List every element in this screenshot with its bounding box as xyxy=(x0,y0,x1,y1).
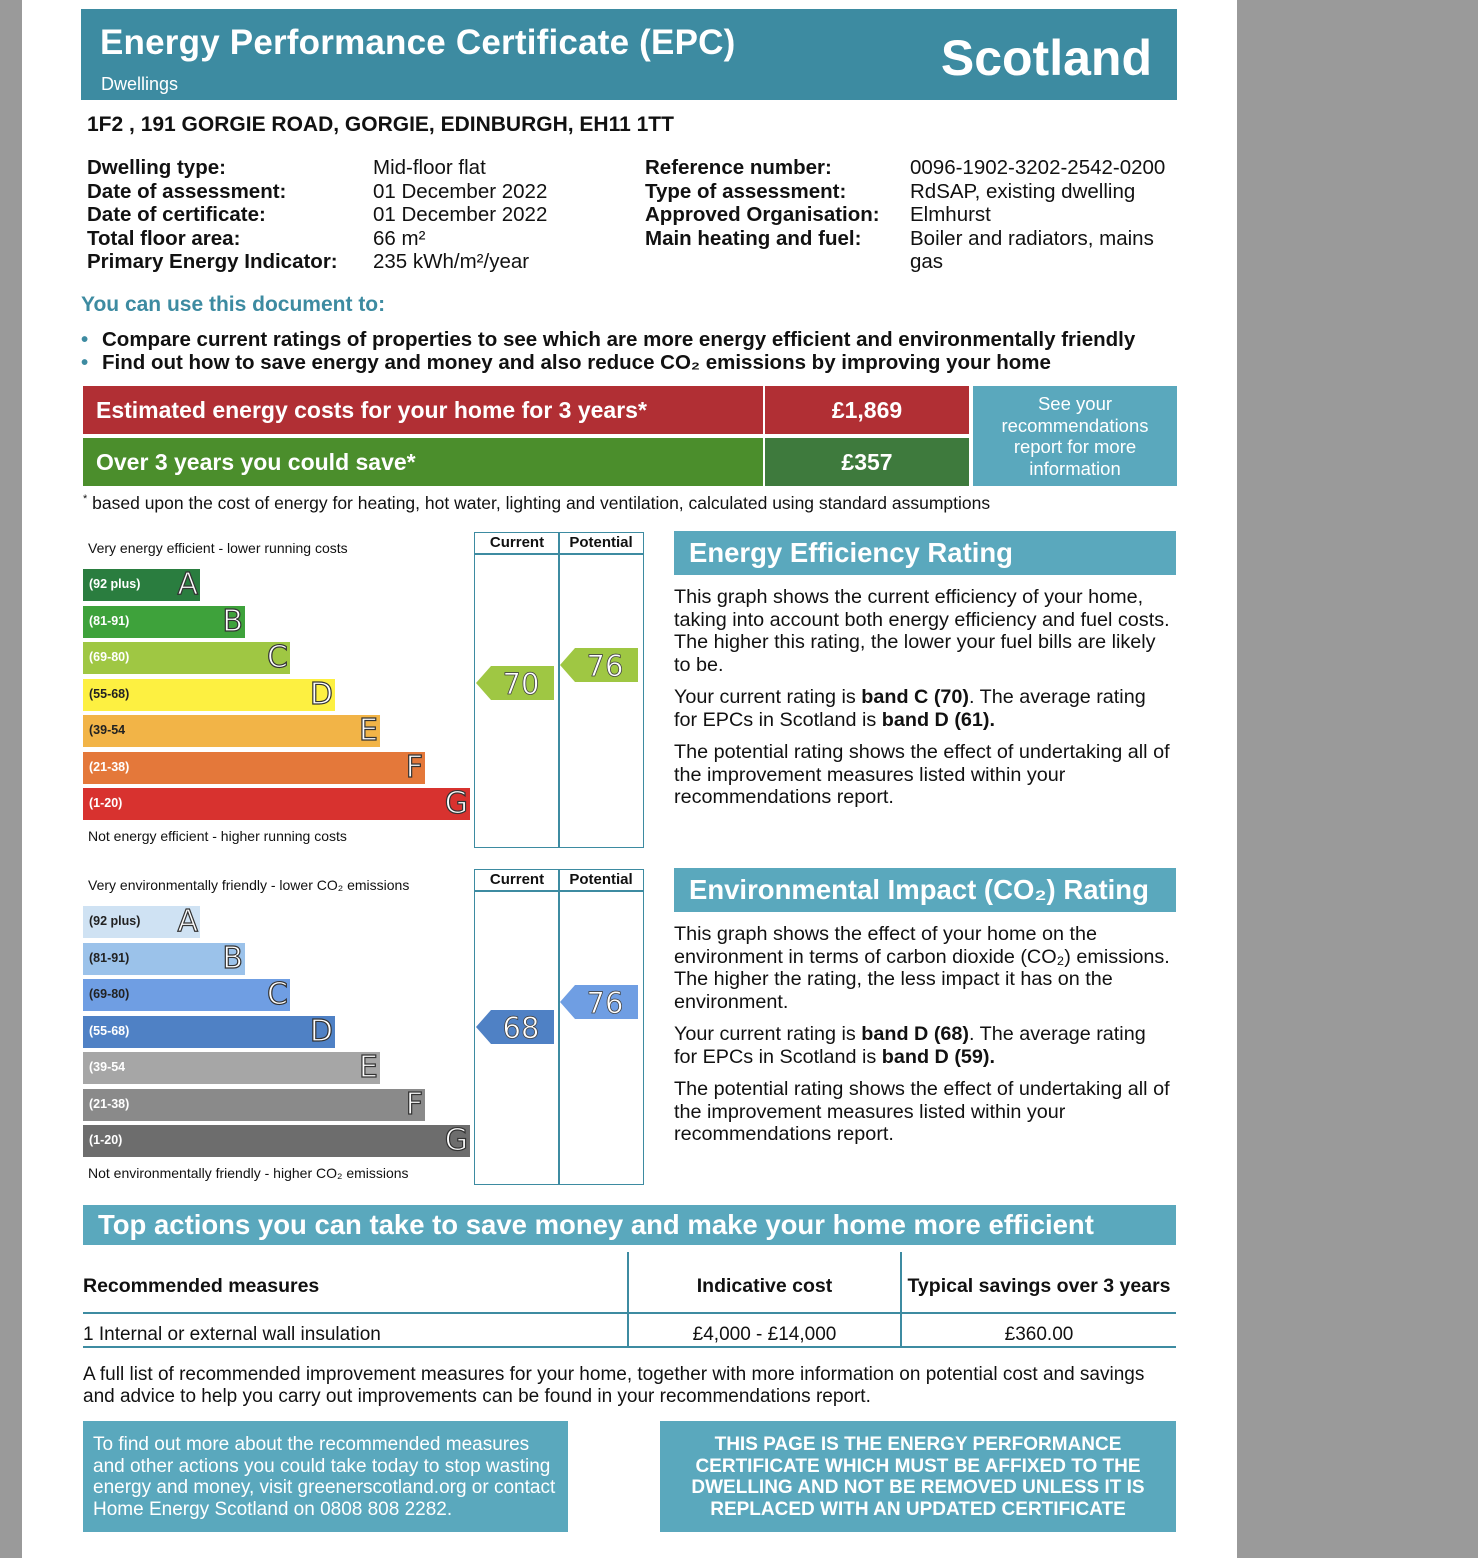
eer-paragraph-2 xyxy=(674,686,1174,731)
bullet-item: • Compare current ratings of properties to see which are more energy efficient and environmentally friendly xyxy=(81,329,1135,352)
band-range: (21-38) xyxy=(89,1096,130,1111)
rating-band-e xyxy=(83,715,380,747)
full-list-text: A full list of recommended improvement measures for your home, together with more information on potential cost and savings and advice to help you carry out improvements can be found in your recommendations report. xyxy=(83,1364,1145,1407)
band-range: (81-91) xyxy=(89,613,130,628)
band-letter: G xyxy=(444,1123,468,1158)
certificate-page xyxy=(22,0,1237,1558)
property-address: 1F2 , 191 GORGIE ROAD, GORGIE, EDINBURGH, EH11 1TT xyxy=(87,113,674,136)
footnote-marker: * xyxy=(83,493,88,506)
table-header-savings: Typical savings over 3 years xyxy=(907,1275,1171,1297)
top-actions-title: Top actions you can take to save money and make your home more efficient xyxy=(83,1205,1176,1245)
detail-label: Reference number: xyxy=(645,156,832,179)
eir-average-band: band D (59). xyxy=(881,1045,995,1068)
band-letter: G xyxy=(444,786,468,821)
rating-band-e xyxy=(83,1052,380,1084)
band-letter: A xyxy=(177,904,198,939)
chart-top-label: Very environmentally friendly - lower CO₂ emissions xyxy=(88,877,410,893)
environmental-impact-title: Environmental Impact (CO₂) Rating xyxy=(674,868,1176,912)
table-row-rule xyxy=(83,1346,1176,1348)
region-label: Scotland xyxy=(940,30,1152,86)
current-rating-arrow-value: 68 xyxy=(502,1010,540,1044)
potential-rating-arrow-value: 76 xyxy=(586,649,624,683)
band-range: (92 plus) xyxy=(89,914,141,928)
band-range: (55-68) xyxy=(89,686,130,701)
band-range: (55-68) xyxy=(89,1023,130,1038)
detail-value: 01 December 2022 xyxy=(373,203,548,226)
eir-paragraph-2 xyxy=(674,1023,1174,1068)
use-document-title: You can use this document to: xyxy=(81,293,386,316)
band-letter: C xyxy=(267,977,288,1012)
current-rating-arrow xyxy=(476,1010,556,1044)
column-header-potential: Potential xyxy=(569,871,633,888)
eer-paragraph-1: This graph shows the current efficiency of your home, taking into account both energy efficiency and fuel costs. The higher this rating, the lower your fuel bills are likely to be. xyxy=(674,586,1170,676)
potential-rating-arrow xyxy=(560,985,640,1019)
column-header-potential: Potential xyxy=(569,534,633,551)
bullet-item: • Find out how to save energy and money and also reduce CO₂ emissions by improving your home xyxy=(81,352,1135,375)
rating-band-b xyxy=(83,940,245,976)
estimated-cost-value: £1,869 xyxy=(765,386,969,434)
detail-label: Total floor area: xyxy=(87,226,241,250)
rating-band-d xyxy=(83,1013,335,1049)
rating-band-f xyxy=(83,1086,425,1122)
energy-efficiency-text xyxy=(674,586,1174,819)
potential-column xyxy=(558,532,644,848)
find-out-more-box: To find out more about the recommended measures and other actions you could take today to stop wasting energy and money, visit greenerscotland.org or contact Home Energy Scotland on 0808 808 2282. xyxy=(83,1421,568,1532)
column-header-rule xyxy=(474,890,644,892)
band-letter: E xyxy=(359,1050,378,1085)
detail-value: RdSAP, existing dwelling xyxy=(910,179,1136,203)
detail-value: Mid-floor flat xyxy=(373,156,486,179)
detail-label: Main heating and fuel: xyxy=(645,226,862,250)
detail-label: Approved Organisation: xyxy=(645,203,880,226)
band-letter: D xyxy=(309,1013,333,1049)
rating-band-g xyxy=(83,788,470,820)
band-range: (39-54 xyxy=(89,723,126,737)
eir-paragraph-3: The potential rating shows the effect of undertaking all of the improvement measures listed within your recommendations report. xyxy=(674,1078,1170,1145)
cost-footnote xyxy=(83,493,990,514)
see-recommendations-text: See your recommendations report for more information xyxy=(1001,393,1149,479)
detail-value: 0096-1902-3202-2542-0200 xyxy=(910,156,1166,179)
measure-cell: 1 Internal or external wall insulation xyxy=(83,1324,381,1345)
table-header-rule xyxy=(83,1312,1176,1314)
certificate-title: Energy Performance Certificate (EPC) xyxy=(100,23,736,62)
footnote-text: based upon the cost of energy for heating, hot water, lighting and ventilation, calculated using standard assumptions xyxy=(92,493,991,513)
rating-band-d xyxy=(83,676,335,712)
environmental-impact-text xyxy=(674,923,1174,1156)
table-header-measures: Recommended measures xyxy=(83,1275,320,1297)
affix-notice-text: THIS PAGE IS THE ENERGY PERFORMANCE CERTIFICATE WHICH MUST BE AFFIXED TO THE DWELLING AND NOT BE REMOVED UNLESS IT IS REPLACED WITH AN UPDATED CERTIFICATE xyxy=(691,1434,1145,1520)
current-rating-arrow-value: 70 xyxy=(502,667,540,701)
detail-label: Date of assessment: xyxy=(87,179,287,203)
detail-value: Elmhurst xyxy=(910,203,991,226)
band-range: (21-38) xyxy=(89,759,130,774)
rating-band-a xyxy=(83,569,200,601)
savings-label: Over 3 years you could save* xyxy=(83,438,763,486)
eir-current-band: band D (68) xyxy=(861,1023,970,1045)
rating-band-c xyxy=(83,979,290,1011)
band-range: (1-20) xyxy=(89,1133,123,1147)
certificate-subtitle: Dwellings xyxy=(101,74,179,94)
detail-value: 235 kWh/m²/year xyxy=(373,250,530,273)
savings-value: £357 xyxy=(765,438,969,486)
eir-text: . The average rating for EPCs in Scotland is xyxy=(674,1023,1146,1068)
savings-row xyxy=(22,438,972,486)
band-range: (39-54 xyxy=(89,1060,126,1074)
rating-band-f xyxy=(83,749,425,785)
estimated-cost-row xyxy=(22,386,972,434)
rating-band-g xyxy=(83,1125,470,1157)
band-range: (69-80) xyxy=(89,987,130,1001)
see-recommendations-box xyxy=(973,386,1177,486)
column-header-rule xyxy=(474,553,644,555)
current-rating-arrow xyxy=(476,666,556,700)
rating-band-c xyxy=(83,642,290,674)
savings-cell: £360.00 xyxy=(1004,1324,1074,1345)
potential-column xyxy=(558,869,644,1185)
detail-value: 66 m² xyxy=(373,226,426,250)
chart-top-label: Very energy efficient - lower running costs xyxy=(88,540,348,556)
detail-label: Primary Energy Indicator: xyxy=(87,250,338,273)
eir-text: Your current rating is xyxy=(674,1023,862,1045)
band-letter: A xyxy=(177,567,198,602)
estimated-cost-label: Estimated energy costs for your home for 3 years* xyxy=(83,386,763,434)
eer-text: Your current rating is xyxy=(674,686,862,708)
detail-label: Type of assessment: xyxy=(645,179,847,203)
affix-notice-box xyxy=(660,1421,1176,1532)
detail-value: 01 December 2022 xyxy=(373,179,548,203)
table-header-cost: Indicative cost xyxy=(696,1275,833,1297)
use-document-bullets xyxy=(81,329,1135,374)
chart-bottom-label: Not energy efficient - higher running costs xyxy=(88,828,347,844)
potential-rating-arrow-value: 76 xyxy=(586,986,624,1020)
energy-efficiency-title: Energy Efficiency Rating xyxy=(674,531,1176,575)
eer-average-band: band D (61). xyxy=(881,708,995,731)
detail-label: Date of certificate: xyxy=(87,203,266,226)
column-header-current: Current xyxy=(489,871,545,888)
band-range: (92 plus) xyxy=(89,577,141,591)
cost-cell: £4,000 - £14,000 xyxy=(692,1324,837,1345)
eer-paragraph-3: The potential rating shows the effect of undertaking all of the improvement measures listed within your recommendations report. xyxy=(674,741,1170,808)
eer-text: . The average rating for EPCs in Scotland is xyxy=(674,686,1146,731)
band-letter: F xyxy=(405,749,423,785)
eir-paragraph-1: This graph shows the effect of your home on the environment in terms of carbon dioxide (CO₂) emissions. The higher the rating, the less impact it has on the environment. xyxy=(674,923,1170,1013)
band-range: (69-80) xyxy=(89,650,130,664)
band-letter: D xyxy=(309,676,333,712)
band-letter: E xyxy=(359,713,378,748)
detail-value: Boiler and radiators, mains gas xyxy=(910,226,1154,273)
potential-rating-arrow xyxy=(560,648,640,682)
band-letter: B xyxy=(222,940,243,976)
rating-band-a xyxy=(83,906,200,938)
band-range: (81-91) xyxy=(89,950,130,965)
band-letter: B xyxy=(222,603,243,639)
band-letter: F xyxy=(405,1086,423,1122)
rating-band-b xyxy=(83,603,245,639)
chart-bottom-label: Not environmentally friendly - higher CO₂ emissions xyxy=(88,1165,409,1181)
header-banner xyxy=(81,9,1177,100)
detail-label: Dwelling type: xyxy=(87,156,226,179)
band-range: (1-20) xyxy=(89,796,123,810)
band-letter: C xyxy=(267,640,288,675)
eer-current-band: band C (70) xyxy=(861,686,970,708)
column-header-current: Current xyxy=(489,534,545,551)
